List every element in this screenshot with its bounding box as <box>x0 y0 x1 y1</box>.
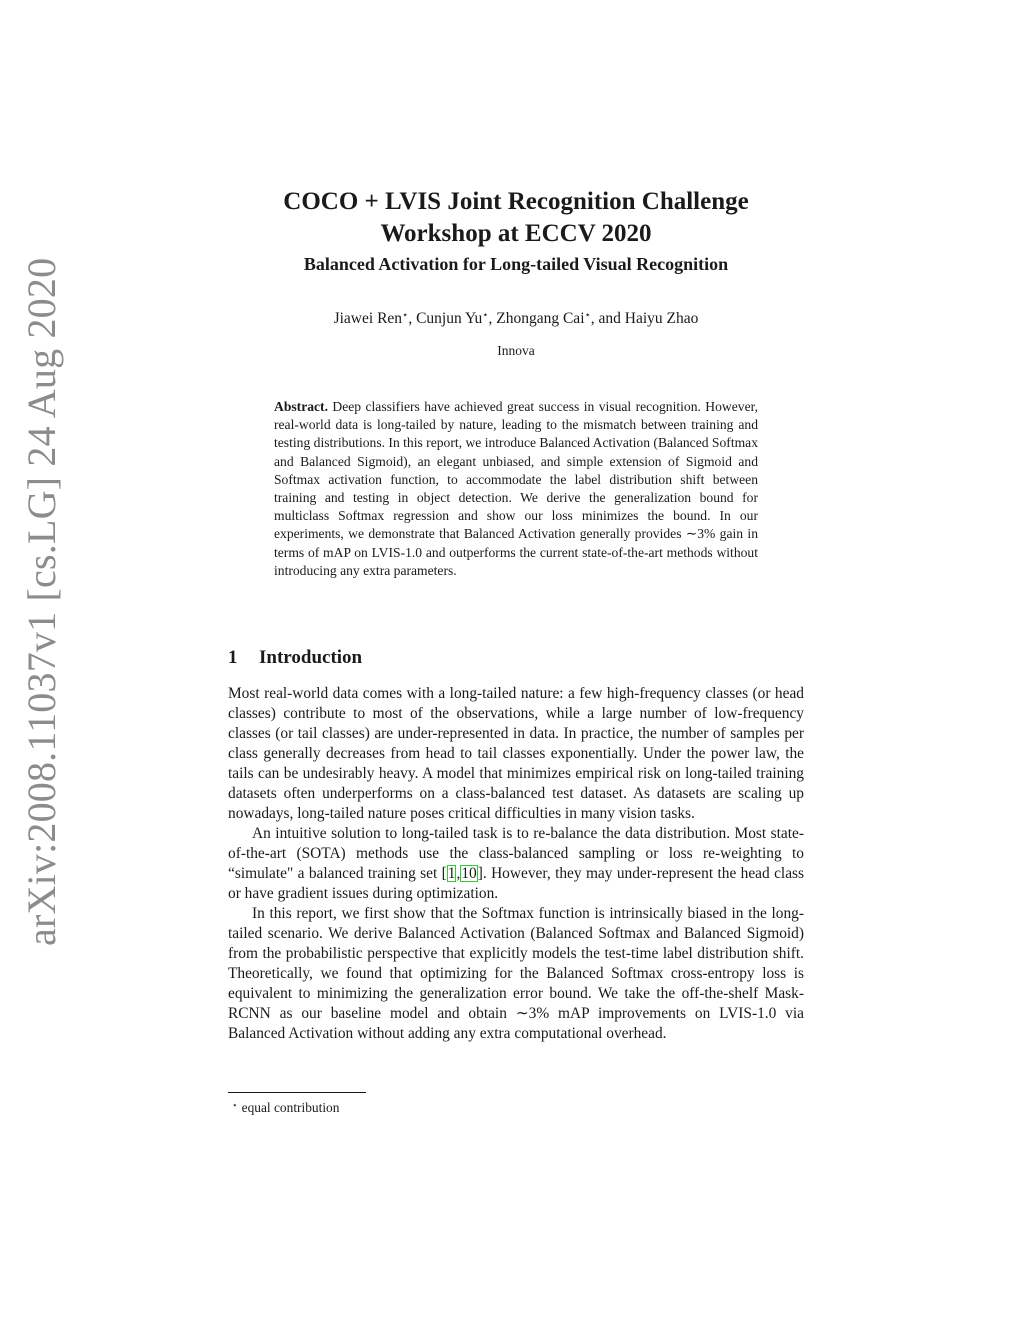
author-name: Haiyu Zhao <box>624 310 699 327</box>
paper-title-block <box>228 186 804 276</box>
title-line-2: Workshop at ECCV 2020 <box>380 220 652 247</box>
arxiv-id-text: arXiv:2008.11037v1 [cs.LG] 24 Aug 2020 <box>19 257 64 946</box>
title-line-1: COCO + LVIS Joint Recognition Challenge <box>283 188 749 215</box>
author-name: Zhongang Cai <box>496 310 585 327</box>
abstract <box>274 398 758 580</box>
abstract-label: Abstract. <box>274 399 328 414</box>
paragraph-2-text-after: ]. However, they may under-represent the head class or have gradient issues during optimization. <box>228 865 804 902</box>
affiliation: Innova <box>497 343 535 358</box>
citation-link-10[interactable]: 10 <box>461 865 477 882</box>
author-list <box>228 306 804 329</box>
paragraph-2-text-before: An intuitive solution to long-tailed task is to re-balance the data distribution. Most state-of-the-art (SOTA) methods use the class-balanced sampling or loss re-weighting to “simulate" a balanced training set [ <box>228 825 804 882</box>
footnote <box>228 1096 804 1117</box>
section-title: Introduction <box>259 647 363 668</box>
footnote-text: equal contribution <box>241 1100 340 1115</box>
paragraph-3: In this report, we first show that the Softmax function is intrinsically biased in the long-tailed scenario. We derive Balanced Activation (Balanced Softmax and Balanced Sigmoid) from the probabilistic perspective that explicitly models the test-time label distribution shift. Theoretically, we found that optimizing for the Balanced Softmax cross-entropy loss is equivalent to minimizing the generalization error bound. We take the off-the-shelf Mask-RCNN as our baseline model and obtain ∼3% mAP improvements on LVIS-1.0 via Balanced Activation without adding any extra computational overhead. <box>228 905 804 1042</box>
section-number: 1 <box>228 647 238 668</box>
citation-separator: , <box>456 865 461 882</box>
citation-link-1[interactable]: 1 <box>447 865 456 882</box>
footnote-mark: ⋆ <box>232 1100 238 1110</box>
paragraph-2 <box>228 824 804 904</box>
equal-contribution-mark: ⋆ <box>482 310 489 321</box>
section-heading-introduction <box>228 646 804 670</box>
equal-contribution-mark: ⋆ <box>584 310 591 321</box>
arxiv-identifier-stamp <box>19 257 64 946</box>
footnote-rule <box>228 1092 366 1093</box>
abstract-text: Deep classifiers have achieved great success in visual recognition. However, real-world data is long-tailed by nature, leading to the mismatch between training and testing distributions. In this report, we introduce Balanced Activation (Balanced Softmax and Balanced Sigmoid), an elegant unbiased, and simple extension of Sigmoid and Softmax activation function, to accommodate the label distribution shift between training and testing in object detection. We derive the generalization bound for multiclass Softmax regression and show our loss minimizes the bound. In our experiments, we demonstrate that Balanced Activation generally provides ∼3% gain in terms of mAP on LVIS-1.0 and outperforms the current state-of-the-art methods without introducing any extra parameters. <box>274 399 758 578</box>
author-separator: , and <box>590 310 625 327</box>
introduction-body <box>228 684 804 1044</box>
paragraph-1: Most real-world data comes with a long-tailed nature: a few high-frequency classes (or head classes) contribute to most of the observations, while a large number of low-frequency classes (or tail classes) are under-represented in data. In practice, the number of samples per class generally decreases from head to tail classes exponentially. Under the power law, the tails can be undesirably heavy. A model that minimizes empirical risk on long-tailed training datasets often underperforms on a class-balanced test dataset. As datasets are scaling up nowadays, long-tailed nature poses critical difficulties in many vision tasks. <box>228 685 804 822</box>
author-separator: , <box>488 310 497 327</box>
equal-contribution-mark: ⋆ <box>402 310 409 321</box>
author-separator: , <box>408 310 417 327</box>
paper-subtitle: Balanced Activation for Long-tailed Visual Recognition <box>303 254 729 274</box>
author-name: Cunjun Yu <box>416 310 483 327</box>
author-name: Jiawei Ren <box>333 310 403 327</box>
